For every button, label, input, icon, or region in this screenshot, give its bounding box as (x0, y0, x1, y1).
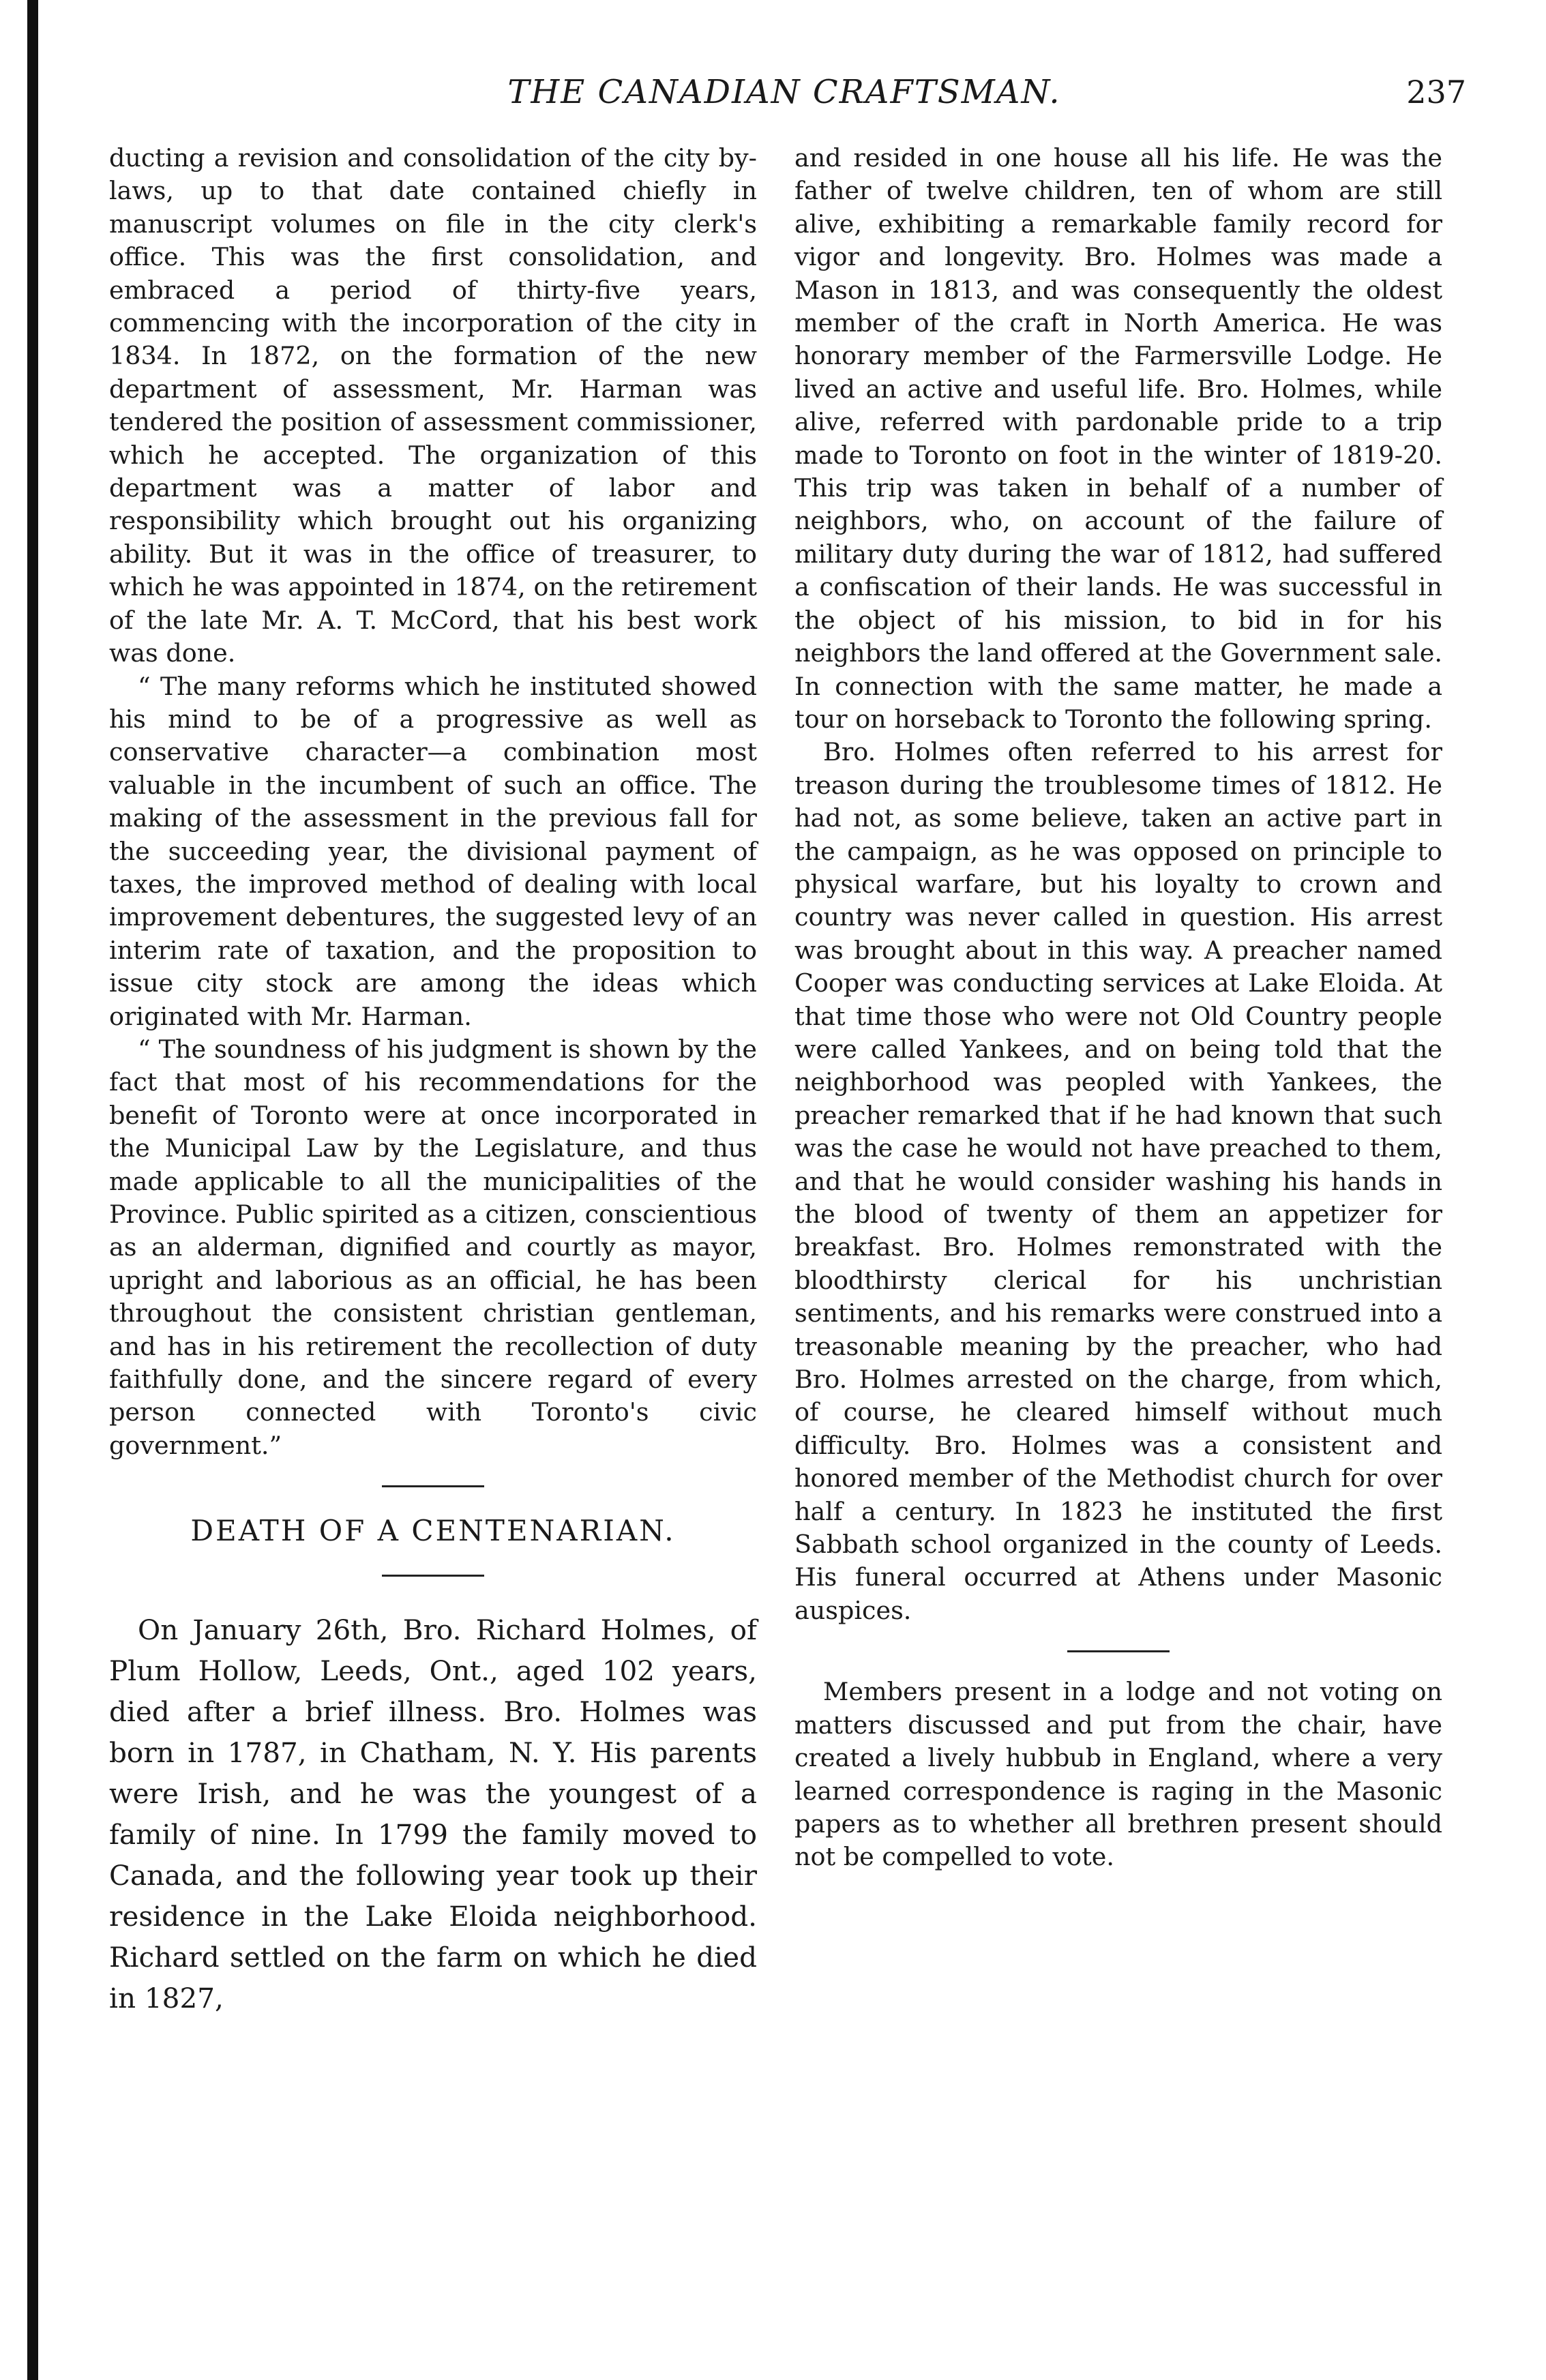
left-column (109, 142, 757, 2019)
page-header (102, 68, 1466, 116)
article-paragraph: On January 26th, Bro. Richard Holmes, of Plum Hollow, Leeds, Ont., aged 102 years, died after a brief illness. Bro. Holmes was born in 1787, in Chatham, N. Y. His parents were Irish, and he was the youngest of a family of nine. In 1799 the family moved to Canada, and the following year took up their residence in the Lake Eloida neighborhood. Richard settled on the farm on which he died in 1827, (109, 1613, 757, 2015)
article-paragraph: and resided in one house all his life. He was the father of twelve children, ten of whom are still alive, exhibiting a remarkable family record for vigor and longevity. Bro. Holmes was made a Mason in 1813, and was consequently the oldest member of the craft in North America. He was honorary member of the Farmersville Lodge. He lived an active and useful life. Bro. Holmes, while alive, referred with pardonable pride to a trip made to Toronto on foot in the winter of 1819-20. This trip was taken in behalf of a number of neighbors, who, on account of the failure of military duty during the war of 1812, had suffered a confiscation of their lands. He was successful in the object of his mission, to bid in for his neighbors the land offered at the Government sale. In connection with the same matter, he made a tour on horseback to Toronto the following spring. (794, 143, 1442, 734)
article-paragraph: Bro. Holmes often referred to his arrest for treason during the troublesome times of 1812. He had not, as some believe, taken an active part in the campaign, as he was opposed on principle to physical warfare, but his loyalty to crown and country was never called in question. His arrest was brought about in this way. A preacher named Cooper was conducting services at Lake Eloida. At that time those who were not Old Country people were called Yankees, and on being told that the neighborhood was peopled with Yankees, the preacher remarked that if he had known that such was the case he would not have preached to them, and that he would consider washing his hands in the blood of twenty of them an appetizer for breakfast. Bro. Holmes remonstrated with the bloodthirsty clerical for his unchristian sentiments, and his remarks were construed into a treasonable meaning by the preacher, who had Bro. Holmes arrested on the charge, from which, of course, he cleared himself without much difficulty. Bro. Holmes was a consistent and honored member of the Methodist church for over half a century. In 1823 he instituted the first Sabbath school organized in the county of Leeds. His funeral occurred at Athens under Masonic auspices. (794, 737, 1442, 1625)
section-divider (382, 1575, 484, 1577)
page-number: 237 (1406, 74, 1466, 110)
right-column (794, 142, 1442, 1874)
article-paragraph: Members present in a lodge and not voting on matters discussed and put from the chair, have created a lively hubbub in England, where a very learned correspondence is raging in the Masonic papers as to whether all brethren present should not be compelled to vote. (794, 1677, 1442, 1872)
section-heading: DEATH OF A CENTENARIAN. (190, 1514, 676, 1548)
running-title: THE CANADIAN CRAFTSMAN. (507, 73, 1061, 111)
article-paragraph: “ The many reforms which he instituted showed his mind to be of a progressive as well as conservative character—a combination most valuable in the incumbent of such an office. The making of the assessment in the previous fall for the succeeding year, the divisional payment of taxes, the improved method of dealing with local improvement debentures, the suggested levy of an interim rate of taxation, and the proposition to issue city stock are among the ideas which originated with Mr. Harman. (109, 671, 757, 1031)
binding-edge (27, 0, 38, 2380)
article-paragraph: ducting a revision and consolidation of the city by-laws, up to that date contained chiefly in manuscript volumes on file in the city clerk's office. This was the first consolidation, and embraced a period of thirty-five years, commencing with the incorporation of the city in 1834. In 1872, on the formation of the new department of assessment, Mr. Harman was tendered the position of assessment commissioner, which he accepted. The organization of this department was a matter of labor and responsibility which brought out his organizing ability. But it was in the office of treasurer, to which he was appointed in 1874, on the retirement of the late Mr. A. T. McCord, that his best work was done. (109, 143, 757, 668)
section-divider (382, 1485, 484, 1487)
section-divider (1067, 1650, 1170, 1652)
article-paragraph: “ The soundness of his judgment is shown by the fact that most of his recommendations for the benefit of Toronto were at once incorporated in the Municipal Law by the Legislature, and thus made applicable to all the municipalities of the Province. Public spirited as a citizen, conscientious as an alderman, dignified and courtly as mayor, upright and laborious as an official, he has been throughout the consistent christian gentleman, and has in his retirement the recollection of duty faithfully done, and the sincere regard of every person connected with Toronto's civic government.” (109, 1034, 757, 1460)
